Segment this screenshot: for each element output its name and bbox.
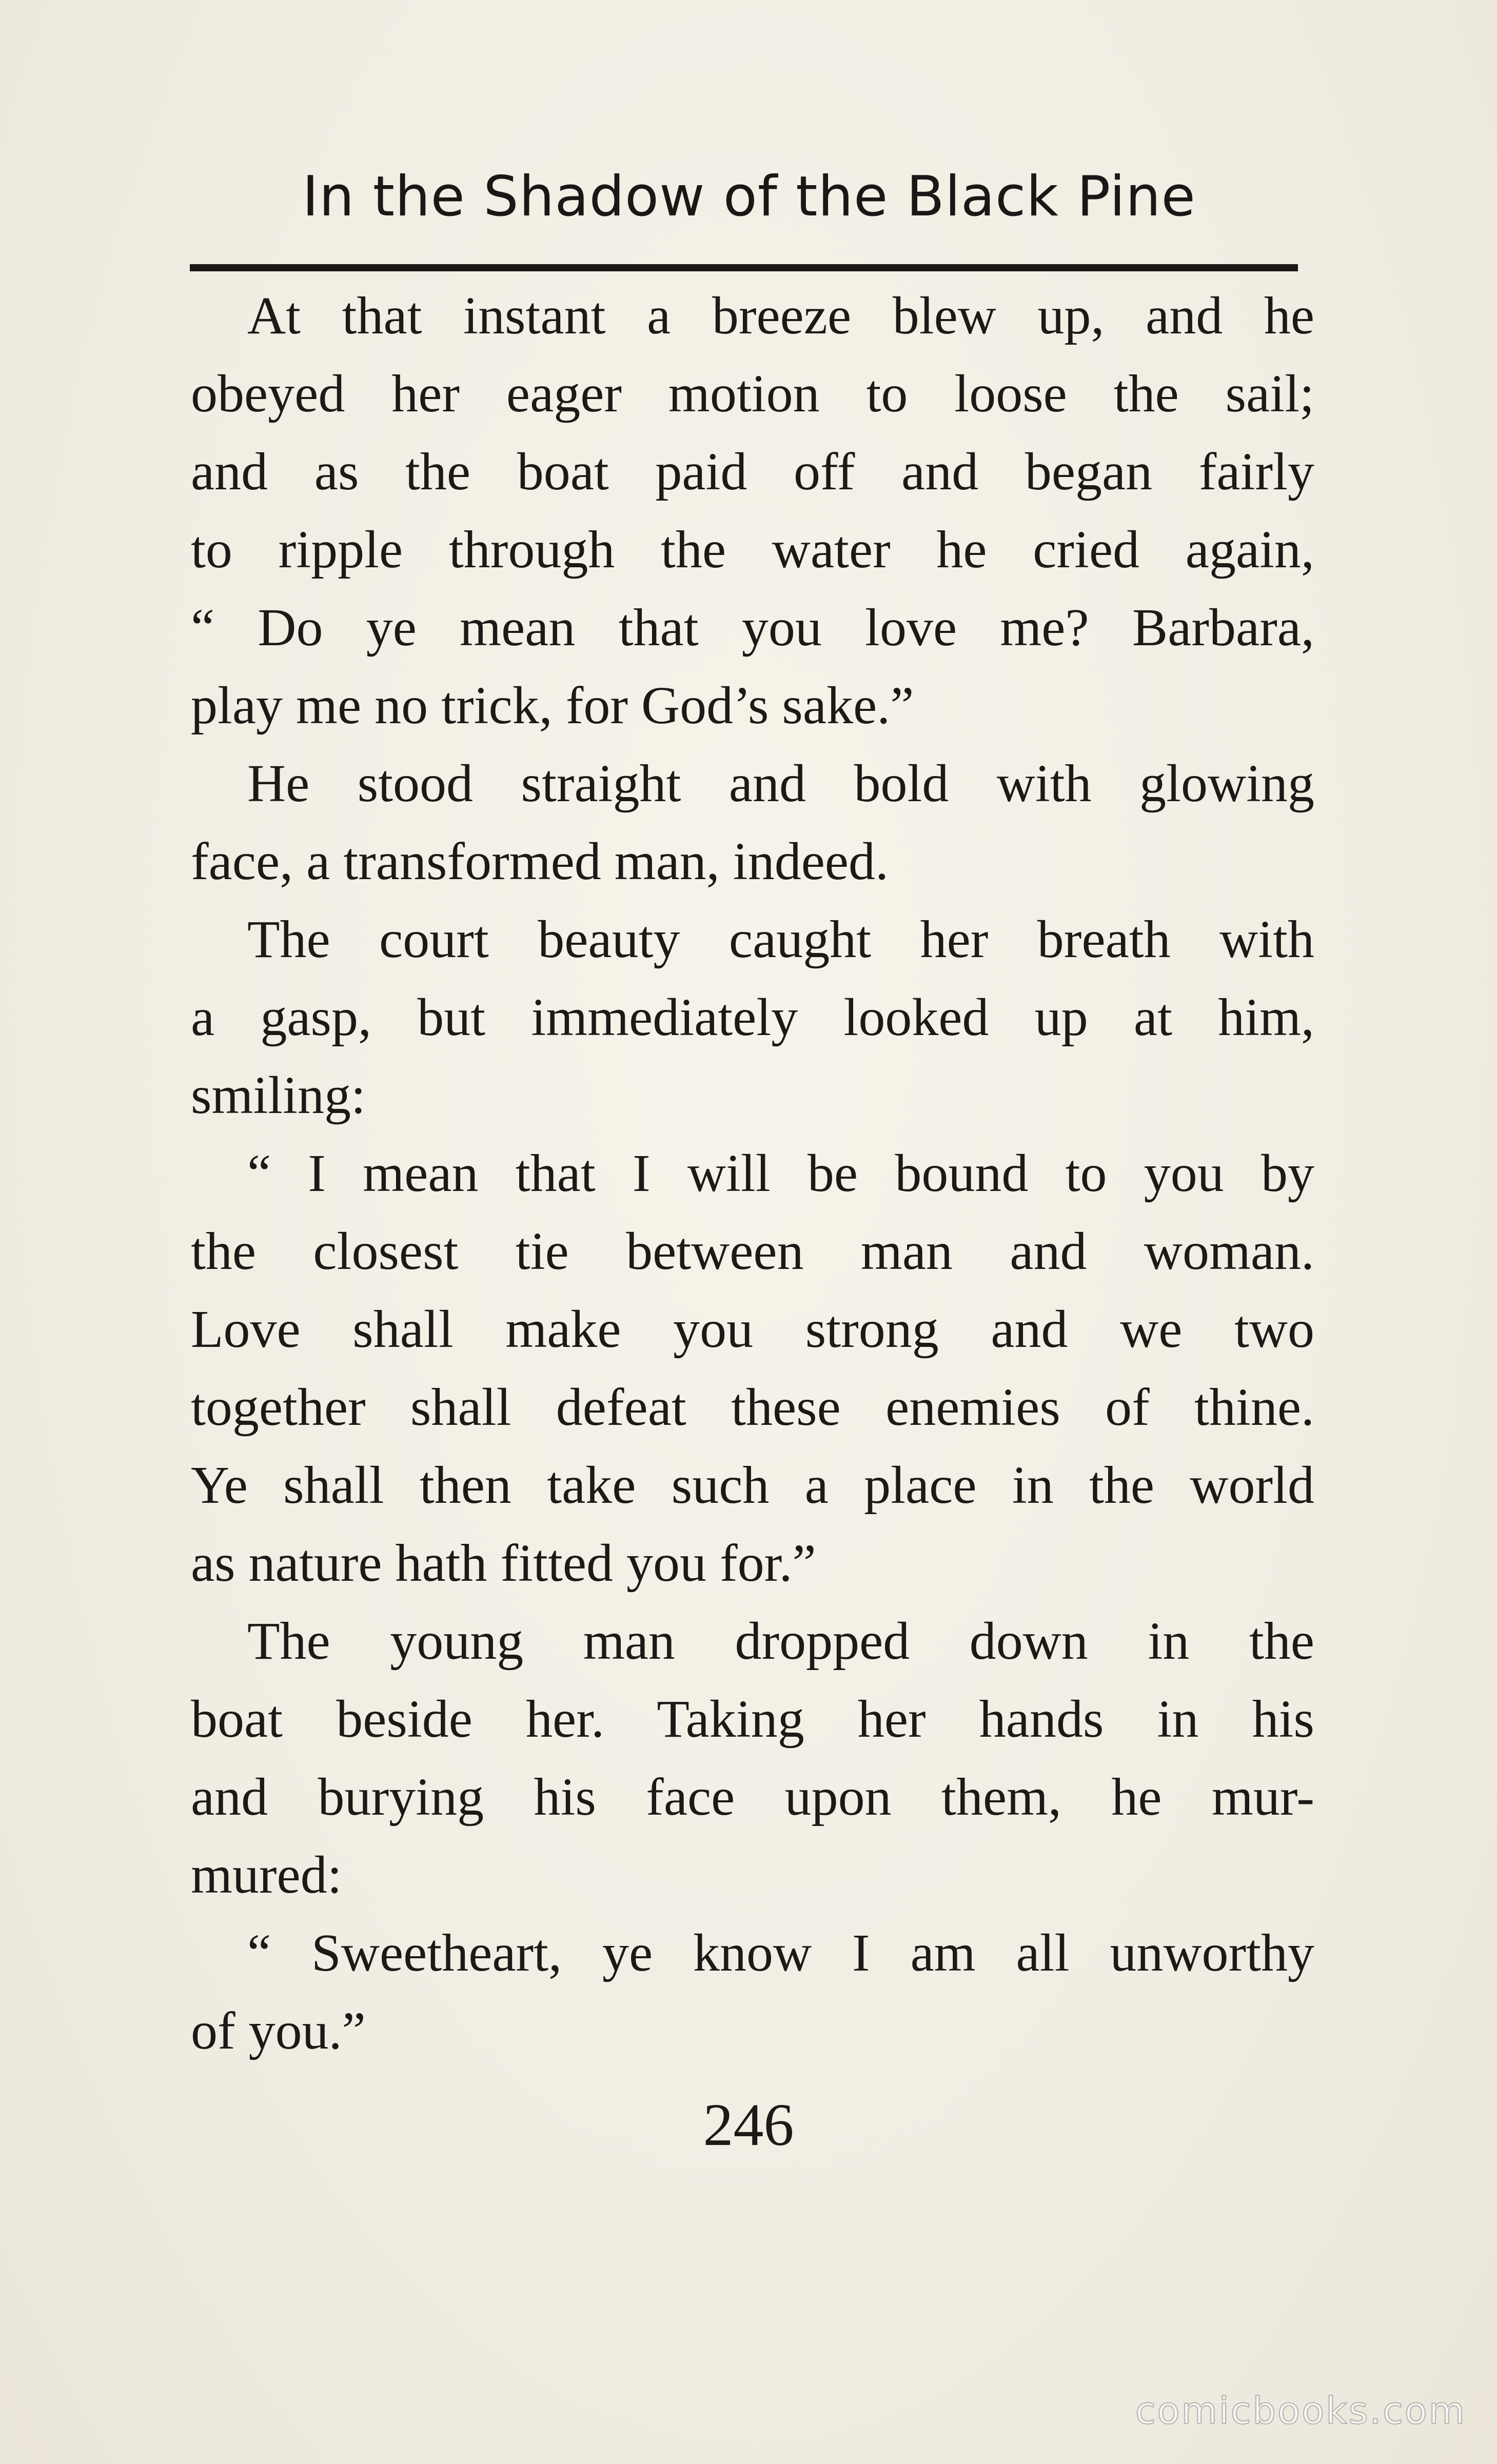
text-line: At that instant a breeze blew up, and he xyxy=(247,286,1314,345)
text-line: play me no trick, for God’s sake.” xyxy=(191,676,914,735)
text-line: and burying his face upon them, he mur- xyxy=(191,1767,1314,1826)
text-line: as nature hath fitted you for.” xyxy=(191,1534,816,1593)
watermark: comicbooks.com xyxy=(1135,2389,1466,2432)
text-line: smiling: xyxy=(191,1066,366,1125)
text-line: Love shall make you strong and we two xyxy=(191,1300,1314,1359)
body-text xyxy=(191,277,1314,2070)
text-line: Ye shall then take such a place in the world xyxy=(191,1456,1314,1515)
header-rule xyxy=(190,264,1298,271)
text-line: mured: xyxy=(191,1845,342,1904)
text-line: of you.” xyxy=(191,2001,366,2060)
text-line: “ I mean that I will be bound to you by xyxy=(247,1144,1314,1203)
text-line: together shall defeat these enemies of thine. xyxy=(191,1378,1314,1437)
text-line: The young man dropped down in the xyxy=(247,1612,1314,1671)
text-line: and as the boat paid off and began fairly xyxy=(191,442,1314,501)
text-line: He stood straight and bold with glowing xyxy=(247,754,1314,813)
text-line: face, a transformed man, indeed. xyxy=(191,832,889,891)
text-line: “ Do ye mean that you love me? Barbara, xyxy=(191,598,1314,657)
text-line: a gasp, but immediately looked up at him, xyxy=(191,988,1314,1047)
text-line: The court beauty caught her breath with xyxy=(247,910,1314,969)
text-line: boat beside her. Taking her hands in his xyxy=(191,1690,1314,1748)
text-line: “ Sweetheart, ye know I am all unworthy xyxy=(247,1923,1314,1982)
text-line: obeyed her eager motion to loose the sail; xyxy=(191,364,1314,423)
page-number: 246 xyxy=(703,2091,794,2158)
running-head: In the Shadow of the Black Pine xyxy=(302,165,1196,229)
text-line: to ripple through the water he cried again, xyxy=(191,520,1314,579)
text-line: the closest tie between man and woman. xyxy=(191,1222,1314,1281)
